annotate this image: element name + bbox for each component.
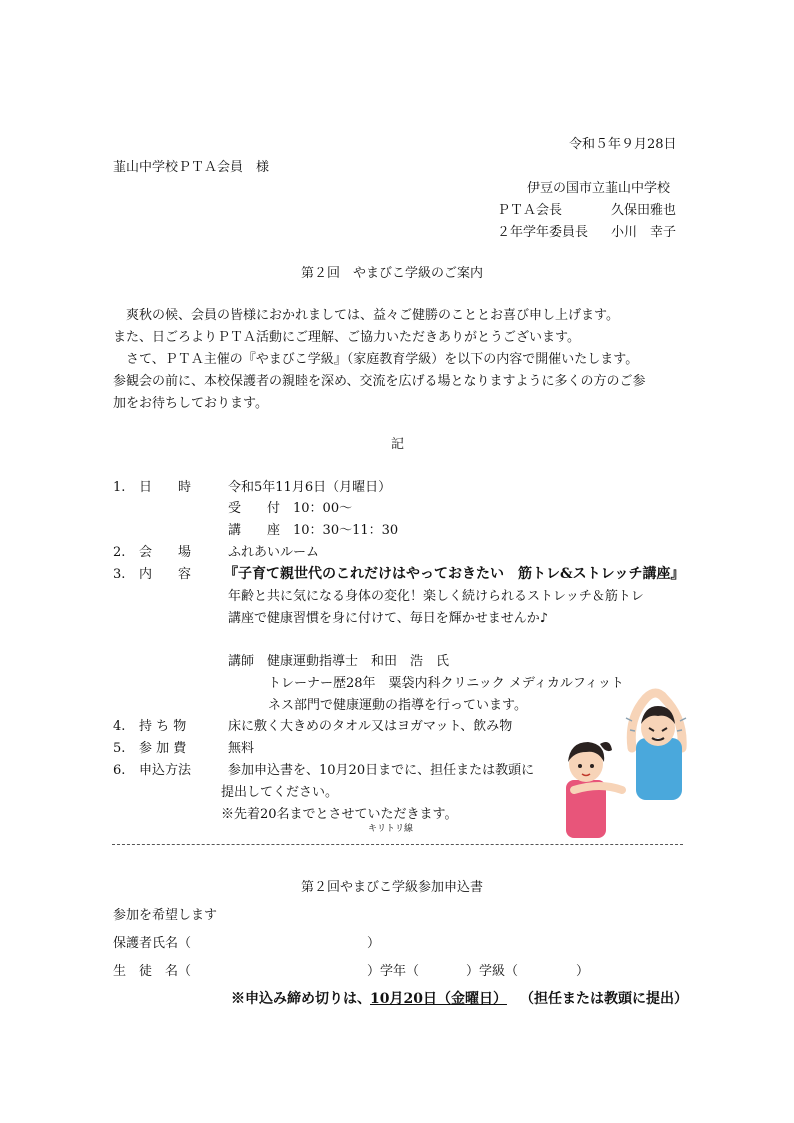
- item-3-career-2: ネス部門で健康運動の指導を行っています。: [268, 698, 527, 713]
- form-wish-text: 参加を希望します: [113, 908, 218, 923]
- cut-line-label: キリトリ線: [368, 824, 414, 834]
- sender-school: 伊豆の国市立韮山中学校: [527, 181, 671, 196]
- deadline-date: 10月20日（金曜日）: [370, 991, 507, 1007]
- item-1-lecture: 講 座 10：30～11：30: [228, 523, 399, 538]
- item-1-number: 1.: [113, 480, 126, 495]
- addressee: 韮山中学校ＰＴＡ会員 様: [113, 160, 270, 175]
- item-6-note: ※先着20名までとさせていただきます。: [221, 807, 458, 822]
- body-paragraph-5: 加をお待ちしております。: [113, 396, 268, 411]
- deadline-prefix: ※申込み締め切りは、: [231, 991, 371, 1007]
- item-4-number: 4.: [113, 719, 126, 734]
- item-2-value: ふれあいルーム: [228, 545, 320, 560]
- item-3-number: 3.: [113, 567, 126, 582]
- item-5-number: 5.: [113, 741, 126, 756]
- item-5-value: 無料: [228, 741, 255, 756]
- deadline-suffix: （担任または教頭に提出）: [520, 991, 688, 1007]
- item-3-description-1: 年齢と共に気になる身体の変化！楽しく続けられるストレッチ＆筋トレ: [228, 589, 644, 604]
- man-stretching-figure: [626, 693, 686, 800]
- item-3-lecturer: 講師 健康運動指導士 和田 浩 氏: [228, 654, 450, 669]
- item-2-number: 2.: [113, 545, 126, 560]
- item-2-label: 会 場: [139, 545, 192, 560]
- sender-name-chair: 久保田雅也: [611, 203, 677, 218]
- item-1-reception: 受 付 10：00～: [228, 501, 353, 516]
- item-1-label: 日 時: [139, 480, 192, 495]
- item-6-value-1: 参加申込書を、10月20日までに、担任または教頭に: [228, 763, 535, 778]
- page-title: 第２回 やまびこ学級のご案内: [301, 266, 484, 281]
- student-name-label: 生 徒 名（: [113, 964, 192, 979]
- guardian-name-close: ）: [367, 936, 381, 951]
- body-paragraph-4: 参観会の前に、本校保護者の親睦を深め、交流を広げる場となりますように多くの方のご参: [113, 374, 646, 389]
- guardian-name-label: 保護者氏名（: [113, 936, 192, 951]
- student-grade-label: ）学年（: [367, 964, 420, 979]
- woman-stretching-figure: [566, 742, 622, 838]
- item-5-label: 参 加 費: [139, 741, 187, 756]
- item-6-number: 6.: [113, 763, 126, 778]
- item-6-label: 申込方法: [139, 763, 192, 778]
- item-3-description-2: 講座で健康習慣を身に付けて、毎日を輝かせませんか♪: [228, 611, 549, 626]
- ki-heading: 記: [391, 437, 405, 452]
- body-paragraph-3: さて、ＰＴＡ主催の『やまびこ学級』（家庭教育学級）を以下の内容で開催いたします。: [126, 352, 639, 367]
- student-class-close: ）: [576, 964, 590, 979]
- date: 令和５年９月28日: [569, 137, 677, 152]
- sender-name-committee: 小川 幸子: [611, 225, 677, 240]
- item-1-value: 令和5年11月6日（月曜日）: [228, 480, 392, 495]
- item-4-label: 持 ち 物: [139, 719, 187, 734]
- item-6-value-2: 提出してください。: [221, 785, 339, 800]
- item-4-value: 床に敷く大きめのタオル又はヨガマット、飲み物: [228, 719, 513, 734]
- item-3-value: 『子育て親世代のこれだけはやっておきたい 筋トレ&ストレッチ講座』: [224, 566, 685, 582]
- form-title: 第２回やまびこ学級参加申込書: [301, 880, 484, 895]
- cut-line: [112, 844, 683, 845]
- body-paragraph-2: また、日ごろよりＰＴＡ活動にご理解、ご協力いただきありがとうございます。: [113, 330, 580, 345]
- body-paragraph-1: 爽秋の候、会員の皆様におかれましては、益々ご健勝のこととお喜び申し上げます。: [126, 308, 619, 323]
- item-3-label: 内 容: [139, 567, 192, 582]
- sender-role-committee: ２年学年委員長: [497, 225, 589, 240]
- sender-role-chair: ＰＴＡ会長: [497, 203, 563, 218]
- item-3-career-1: トレーナー歴28年 粟袋内科クリニック メディカルフィット: [268, 676, 624, 691]
- student-class-label: ）学級（: [466, 964, 519, 979]
- stretching-people-illustration: [560, 678, 700, 838]
